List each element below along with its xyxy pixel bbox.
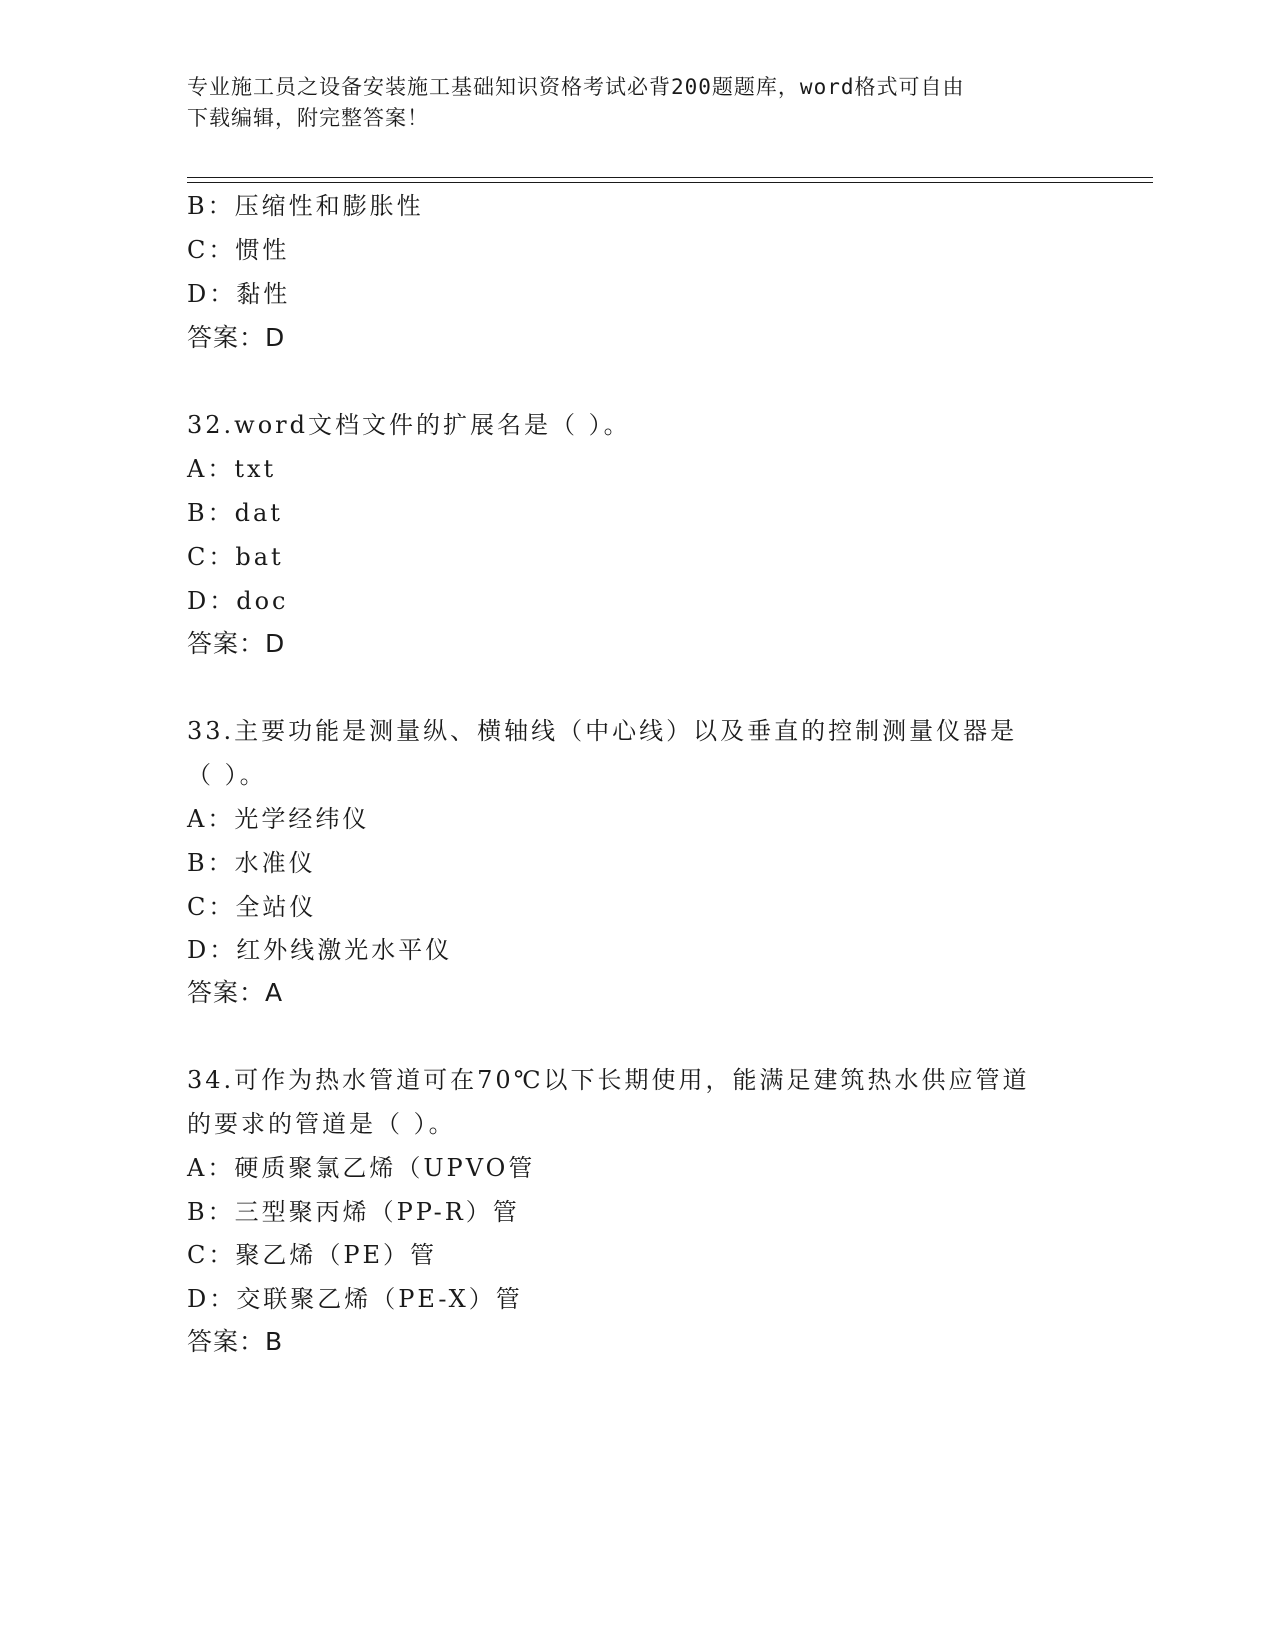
q31-option-b: B：压缩性和膨胀性 [187,192,424,220]
q31-answer: 答案：D [187,323,286,352]
q32-option-b: B：dat [187,499,283,527]
q33-stem-line-2: （ ）。 [187,761,267,789]
q32-option-d: D：doc [187,587,289,615]
q34-option-a: A：硬质聚氯乙烯（UPVO管 [187,1154,536,1182]
q33-option-c: C：全站仪 [187,893,317,921]
q33-option-d: D：红外线激光水平仪 [187,936,453,964]
q32-stem: 32.word文档文件的扩展名是（ ）。 [187,411,631,439]
header-line-2: 下载编辑，附完整答案！ [187,106,429,130]
header-divider-top [187,177,1153,178]
q32-option-a: A：txt [187,455,277,483]
q34-option-d: D：交联聚乙烯（PE-X）管 [187,1285,523,1313]
document-header [187,72,1067,134]
q31-option-c: C：惯性 [187,236,290,264]
q33-option-a: A：光学经纬仪 [187,805,370,833]
q33-stem-line-1: 33.主要功能是测量纵、横轴线（中心线）以及垂直的控制测量仪器是 [187,717,1018,745]
q34-option-b: B：三型聚丙烯（PP-R）管 [187,1198,520,1226]
q34-answer: 答案：B [187,1327,284,1356]
q32-option-c: C：bat [187,543,284,571]
q34-stem-line-1: 34.可作为热水管道可在70℃以下长期使用，能满足建筑热水供应管道 [187,1066,1030,1094]
q34-stem-line-2: 的要求的管道是（ ）。 [187,1110,456,1138]
q33-answer: 答案：A [187,978,284,1007]
q33-option-b: B：水准仪 [187,849,316,877]
header-divider-bottom [187,182,1153,183]
q32-answer: 答案：D [187,629,286,658]
q34-option-c: C：聚乙烯（PE）管 [187,1241,438,1269]
q31-option-d: D：黏性 [187,280,291,308]
header-line-1: 专业施工员之设备安装施工基础知识资格考试必背200题题库，word格式可自由 [187,75,965,99]
